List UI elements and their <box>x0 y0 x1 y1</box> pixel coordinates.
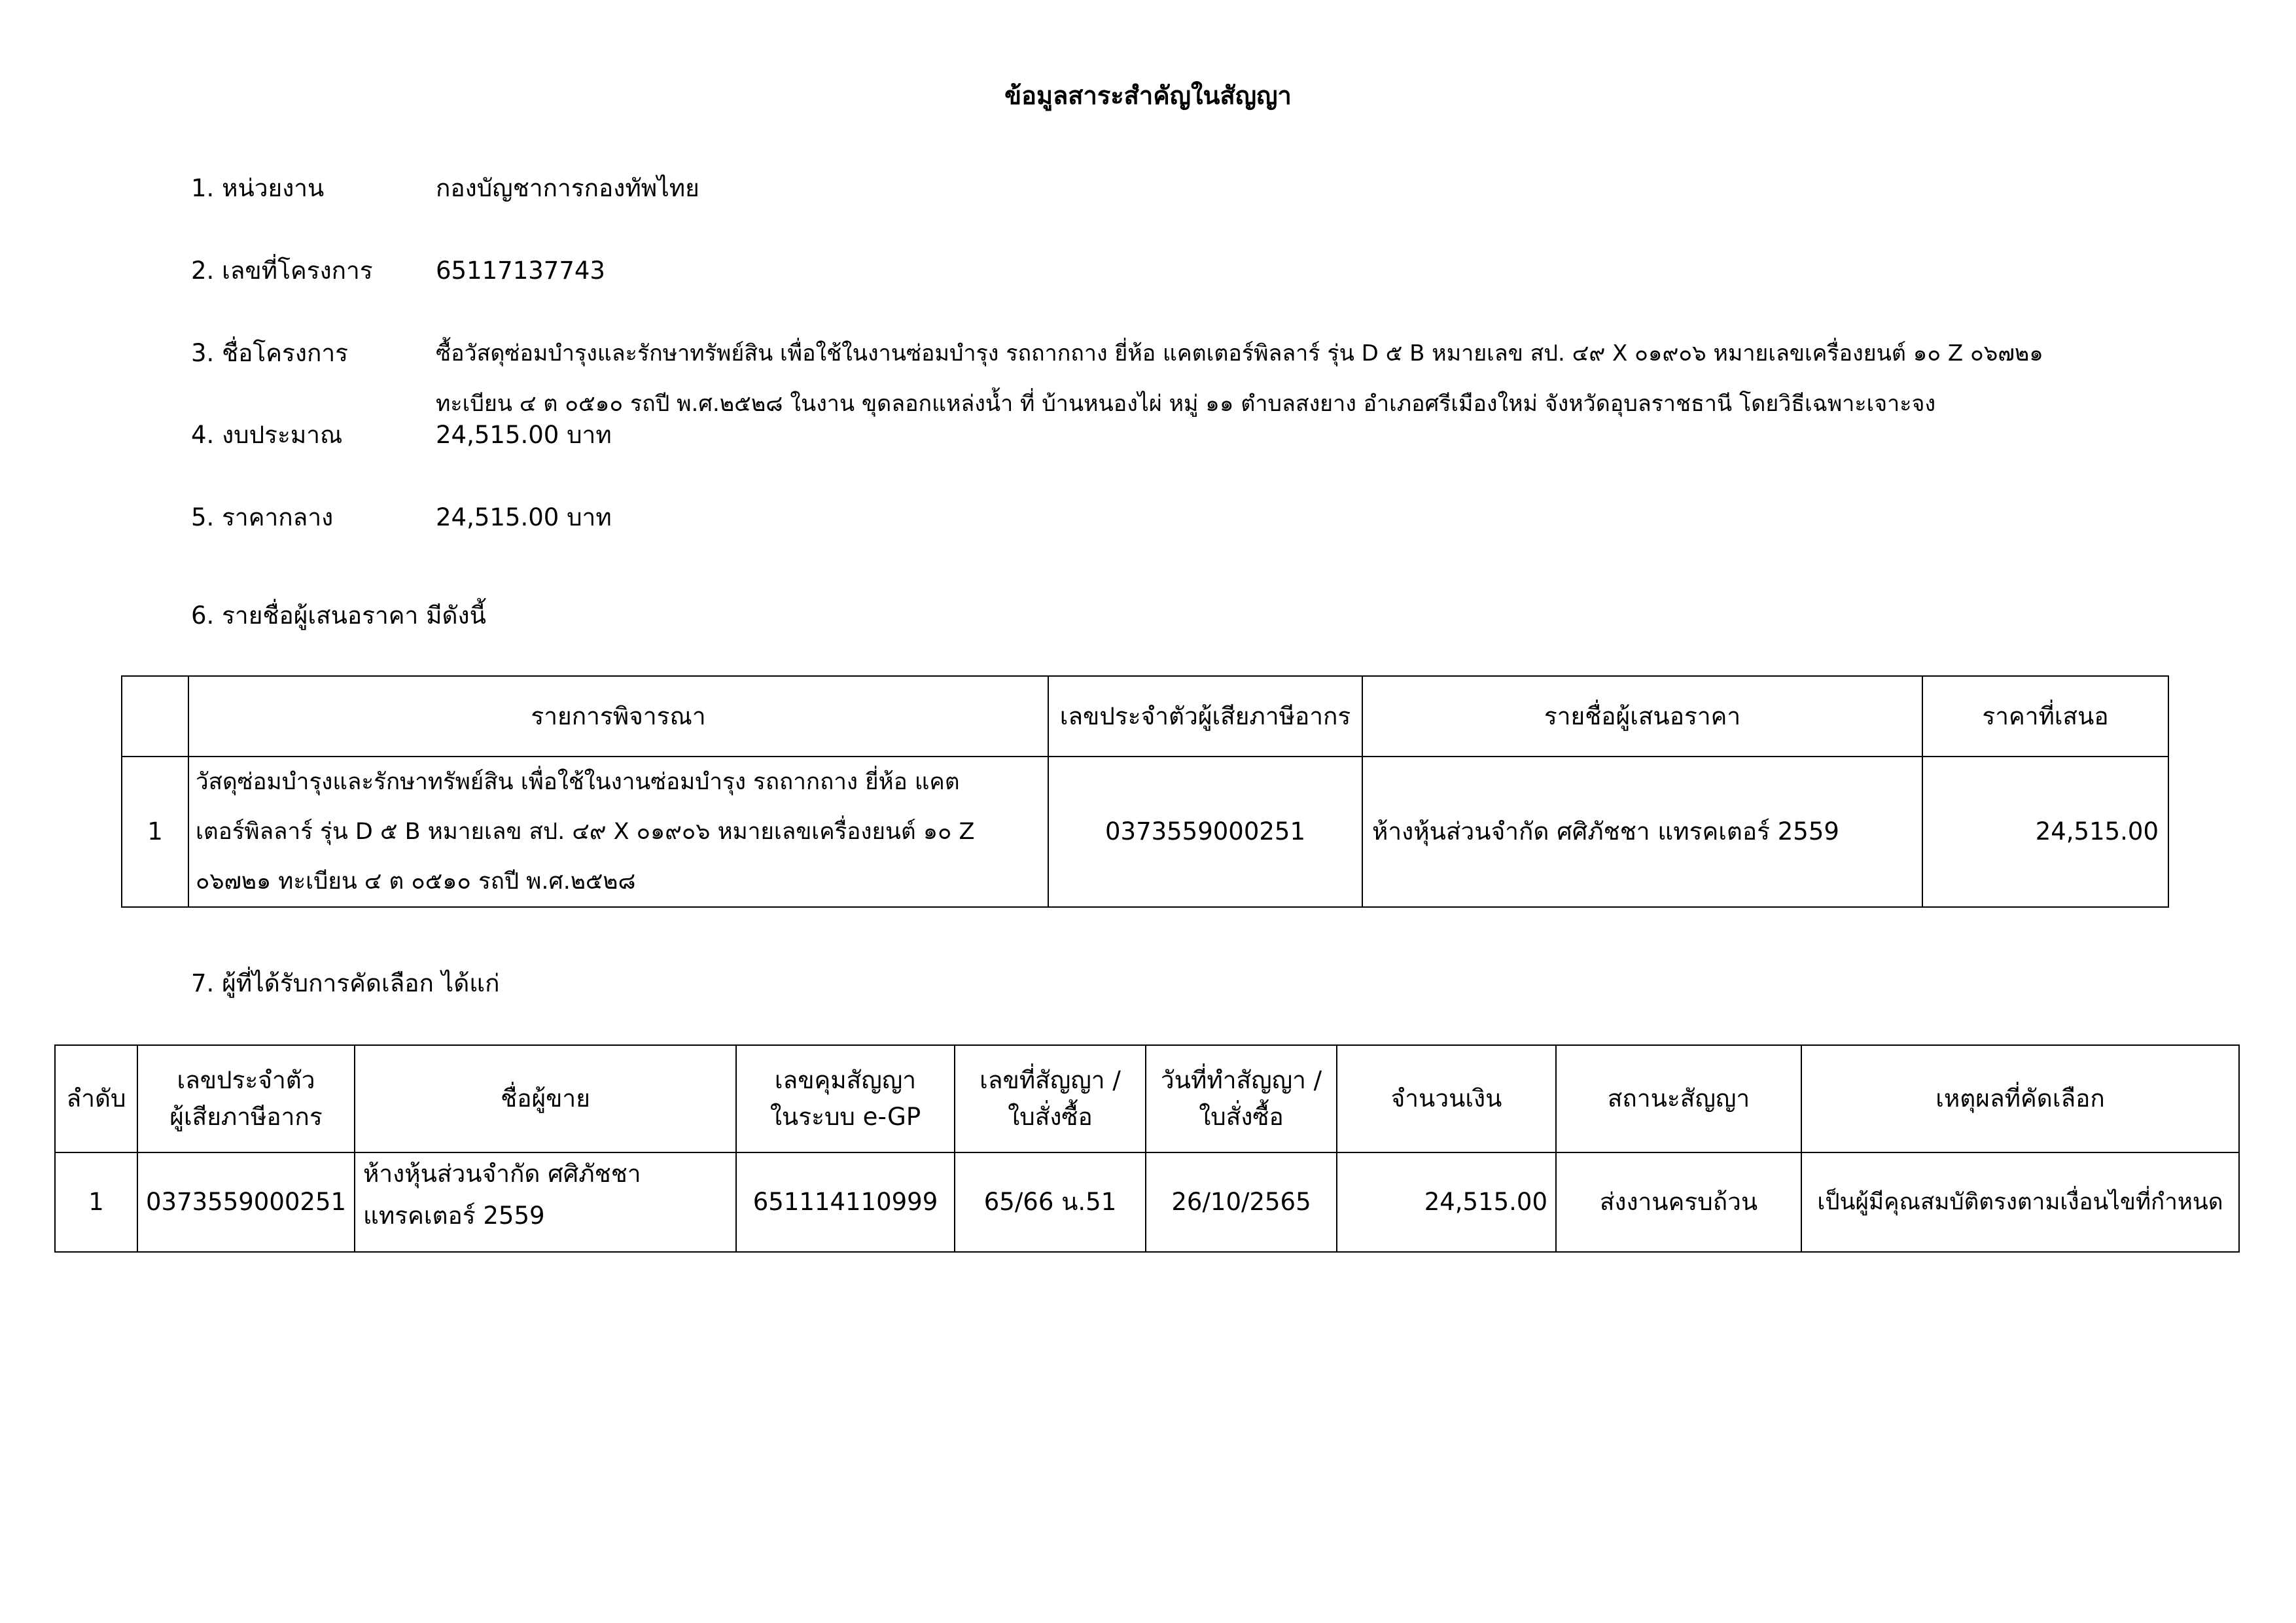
project-name-line2: ทะเบียน ๔ ต ๐๕๑๐ รถปี พ.ศ.๒๕๒๘ ในงาน ขุดลอกแหล่งน้ำ ที่ บ้านหนองไผ่ หมู่ ๑๑ ตำบลสงยาง อำเภอศรีเมืองใหม่ จังหวัดอุบลราชธานี โดยวิธีเฉพาะเจาะจง <box>436 391 1936 417</box>
row-seller <box>355 1152 736 1252</box>
bidders-section-label: 6. รายชื่อผู้เสนอราคา มีดังนี้ <box>191 601 486 630</box>
table-header-row <box>55 1045 2239 1152</box>
project-no-value: 65117137743 <box>436 257 605 285</box>
median-price-label: 5. ราคากลาง <box>191 503 334 531</box>
row-tax-id: 0373559000251 <box>1048 757 1362 907</box>
header-tax-id: เลขประจำตัวผู้เสียภาษีอากร <box>1048 676 1362 757</box>
header-bidder-name: รายชื่อผู้เสนอราคา <box>1362 676 1922 757</box>
row-no: 1 <box>122 757 188 907</box>
budget-label: 4. งบประมาณ <box>191 421 343 449</box>
row-item-line3: ๐๖๗๒๑ ทะเบียน ๔ ต ๐๕๑๐ รถปี พ.ศ.๒๕๒๘ <box>196 868 636 895</box>
row-item <box>188 757 1048 907</box>
row-seller-line2: แทรคเตอร์ 2559 <box>363 1202 545 1230</box>
row-amount: 24,515.00 <box>1337 1152 1556 1252</box>
header-egp <box>736 1045 955 1152</box>
row-tax-id: 0373559000251 <box>137 1152 355 1252</box>
header-contract-no-line2: ใบสั่งซื้อ <box>1008 1103 1093 1131</box>
header-no: ลำดับ <box>55 1045 137 1152</box>
row-price: 24,515.00 <box>1922 757 2168 907</box>
header-contract-no <box>955 1045 1146 1152</box>
row-contract-date: 26/10/2565 <box>1146 1152 1337 1252</box>
project-name-line1: ซื้อวัสดุซ่อมบำรุงและรักษาทรัพย์สิน เพื่อใช้ในงานซ่อมบำรุง รถถากถาง ยี่ห้อ แคตเตอร์พิลลาร์ รุ่น D ๕ B หมายเลข สป. ๔๙ X ๐๑๙๐๖ หมายเลขเครื่องยนต์ ๑๐ Z ๐๖๗๒๑ <box>436 340 2043 366</box>
document-title: ข้อมูลสาระสำคัญในสัญญา <box>1004 81 1292 110</box>
winners-table <box>54 1044 2240 1253</box>
table-row <box>122 757 2168 907</box>
agency-label: 1. หน่วยงาน <box>191 174 325 202</box>
header-status: สถานะสัญญา <box>1556 1045 1801 1152</box>
header-egp-line2: ในระบบ e-GP <box>769 1103 921 1131</box>
header-contract-date-line1: วันที่ทำสัญญา / <box>1160 1066 1322 1094</box>
project-no-label: 2. เลขที่โครงการ <box>191 257 373 285</box>
project-name-label: 3. ชื่อโครงการ <box>191 339 349 367</box>
table-header-row <box>122 676 2168 757</box>
table-row <box>55 1152 2239 1252</box>
row-seller-line1: ห้างหุ้นส่วนจำกัด ศศิภัชชา <box>363 1160 641 1188</box>
header-tax-id-line2: ผู้เสียภาษีอากร <box>169 1103 323 1131</box>
row-status: ส่งงานครบถ้วน <box>1556 1152 1801 1252</box>
header-contract-date-line2: ใบสั่งซื้อ <box>1199 1103 1284 1131</box>
row-contract-no: 65/66 น.51 <box>955 1152 1146 1252</box>
agency-value: กองบัญชาการกองทัพไทย <box>436 174 699 202</box>
bidders-table <box>121 675 2169 908</box>
header-amount: จำนวนเงิน <box>1337 1045 1556 1152</box>
row-no: 1 <box>55 1152 137 1252</box>
header-tax-id <box>137 1045 355 1152</box>
budget-value: 24,515.00 บาท <box>436 421 612 449</box>
row-bidder-name: ห้างหุ้นส่วนจำกัด ศศิภัชชา แทรคเตอร์ 2559 <box>1362 757 1922 907</box>
header-item: รายการพิจารณา <box>188 676 1048 757</box>
row-reason: เป็นผู้มีคุณสมบัติตรงตามเงื่อนไขที่กำหนด <box>1801 1152 2239 1252</box>
header-contract-date <box>1146 1045 1337 1152</box>
header-reason: เหตุผลที่คัดเลือก <box>1801 1045 2239 1152</box>
row-egp: 651114110999 <box>736 1152 955 1252</box>
header-price: ราคาที่เสนอ <box>1922 676 2168 757</box>
row-item-line2: เตอร์พิลลาร์ รุ่น D ๕ B หมายเลข สป. ๔๙ X ๐๑๙๐๖ หมายเลขเครื่องยนต์ ๑๐ Z <box>196 819 975 845</box>
header-tax-id-line1: เลขประจำตัว <box>177 1066 315 1094</box>
row-item-line1: วัสดุซ่อมบำรุงและรักษาทรัพย์สิน เพื่อใช้ในงานซ่อมบำรุง รถถากถาง ยี่ห้อ แคต <box>196 769 960 795</box>
header-seller: ชื่อผู้ขาย <box>355 1045 736 1152</box>
median-price-value: 24,515.00 บาท <box>436 503 612 531</box>
header-contract-no-line1: เลขที่สัญญา / <box>980 1066 1121 1094</box>
header-no <box>122 676 188 757</box>
header-egp-line1: เลขคุมสัญญา <box>774 1066 917 1094</box>
winner-section-label: 7. ผู้ที่ได้รับการคัดเลือก ได้แก่ <box>191 969 500 997</box>
